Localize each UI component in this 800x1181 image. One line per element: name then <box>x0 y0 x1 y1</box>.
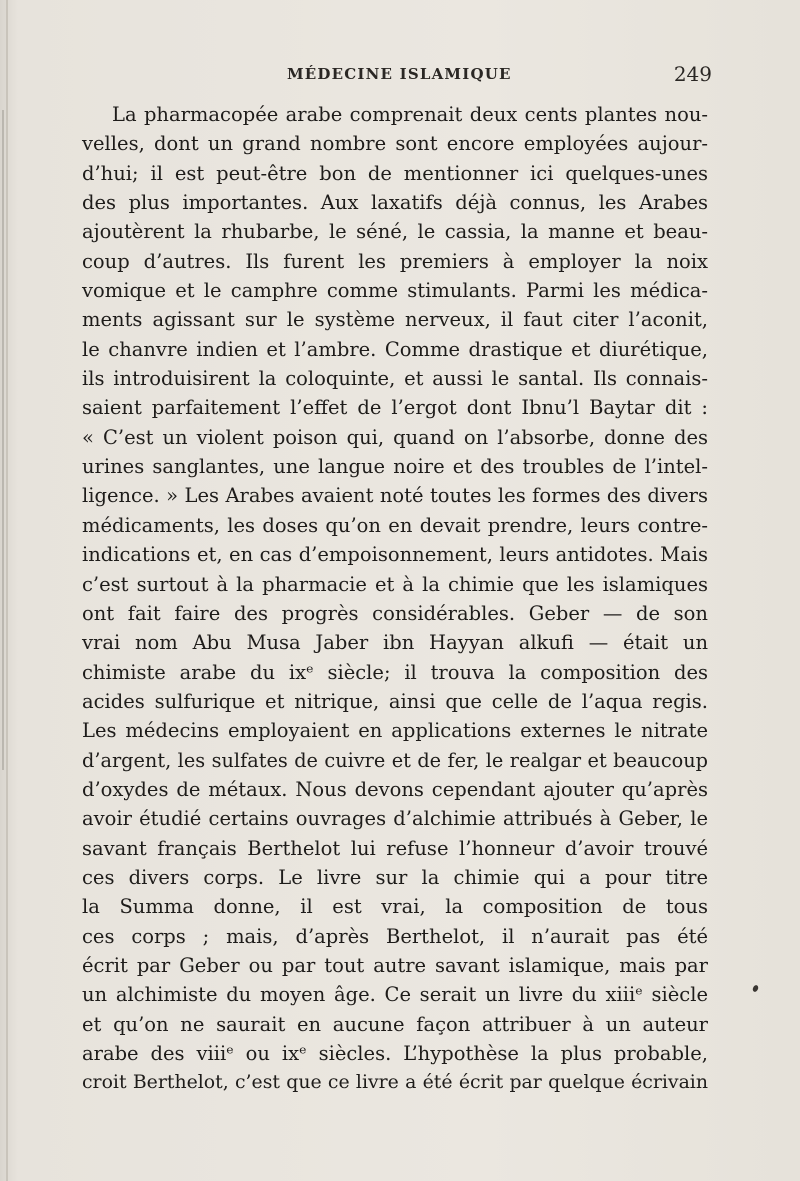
text-line: ments agissant sur le système nerveux, il faut citer l’aconit, <box>82 308 708 332</box>
text-line: d’argent, les sulfates de cuivre et de fer, le realgar et beaucoup <box>82 748 708 772</box>
text-line: arabe des viiiᵉ ou ixᵉ siècles. L’hypothèse la plus probable, <box>82 1042 708 1065</box>
body-text <box>82 100 708 1098</box>
ink-speck <box>752 984 759 992</box>
text-line: savant français Berthelot lui refuse l’honneur d’avoir trouvé <box>82 836 708 860</box>
page-header <box>82 62 712 90</box>
text-line: ligence. » Les Arabes avaient noté toutes les formes des divers <box>82 484 708 508</box>
page-number: 249 <box>673 62 712 86</box>
text-line: urines sanglantes, une langue noire et des troubles de l’intel- <box>82 455 708 479</box>
text-line: ont fait faire des progrès considérables. Geber — de son <box>82 601 708 625</box>
text-line: ils introduisirent la coloquinte, et aussi le santal. Ils connais- <box>82 367 708 391</box>
text-line: un alchimiste du moyen âge. Ce serait un livre du xiiiᵉ siècle <box>82 983 708 1007</box>
text-line: coup d’autres. Ils furent les premiers à employer la noix <box>82 249 708 273</box>
text-line: « C’est un violent poison qui, quand on l’absorbe, donne des <box>82 425 708 449</box>
binding-shadow <box>2 110 10 770</box>
text-line: le chanvre indien et l’ambre. Comme drastique et diurétique, <box>82 337 708 361</box>
text-line: ces divers corps. Le livre sur la chimie qui a pour titre <box>82 865 708 889</box>
text-line: vrai nom Abu Musa Jaber ibn Hayyan alkufi — était un <box>82 631 708 655</box>
text-line: vomique et le camphre comme stimulants. Parmi les médica- <box>82 279 708 303</box>
text-line: et qu’on ne saurait en aucune façon attribuer à un auteur <box>82 1012 708 1036</box>
text-line: écrit par Geber ou par tout autre savant islamique, mais par <box>82 953 708 977</box>
text-line: Les médecins employaient en applications externes le nitrate <box>82 719 708 743</box>
text-line: saient parfaitement l’effet de l’ergot dont Ibnu’l Baytar dit : <box>82 396 708 420</box>
text-line: velles, dont un grand nombre sont encore employées aujour- <box>82 132 708 156</box>
text-line: croit Berthelot, c’est que ce livre a été écrit par quelque écrivain <box>82 1071 708 1094</box>
running-title: MÉDECINE ISLAMIQUE <box>287 65 512 83</box>
text-line: la Summa donne, il est vrai, la composition de tous <box>82 895 708 919</box>
text-line: avoir étudié certains ouvrages d’alchimie attribués à Geber, le <box>82 807 708 831</box>
text-line: La pharmacopée arabe comprenait deux cents plantes nou- <box>112 103 708 126</box>
text-line: chimiste arabe du ixᵉ siècle; il trouva la composition des <box>82 660 708 684</box>
text-line: ces corps ; mais, d’après Berthelot, il n’aurait pas été <box>82 924 708 948</box>
text-line: ajoutèrent la rhubarbe, le séné, le cassia, la manne et beau- <box>82 220 708 244</box>
text-line: d’hui; il est peut-être bon de mentionner ici quelques-unes <box>82 161 708 185</box>
text-line: des plus importantes. Aux laxatifs déjà connus, les Arabes <box>82 191 708 215</box>
text-line: acides sulfurique et nitrique, ainsi que celle de l’aqua regis. <box>82 689 708 713</box>
text-line: indications et, en cas d’empoisonnement, leurs antidotes. Mais <box>82 543 708 567</box>
text-line: d’oxydes de métaux. Nous devons cependant ajouter qu’après <box>82 777 708 801</box>
text-line: médicaments, les doses qu’on en devait prendre, leurs contre- <box>82 513 708 537</box>
text-line: c’est surtout à la pharmacie et à la chimie que les islamiques <box>82 572 708 596</box>
